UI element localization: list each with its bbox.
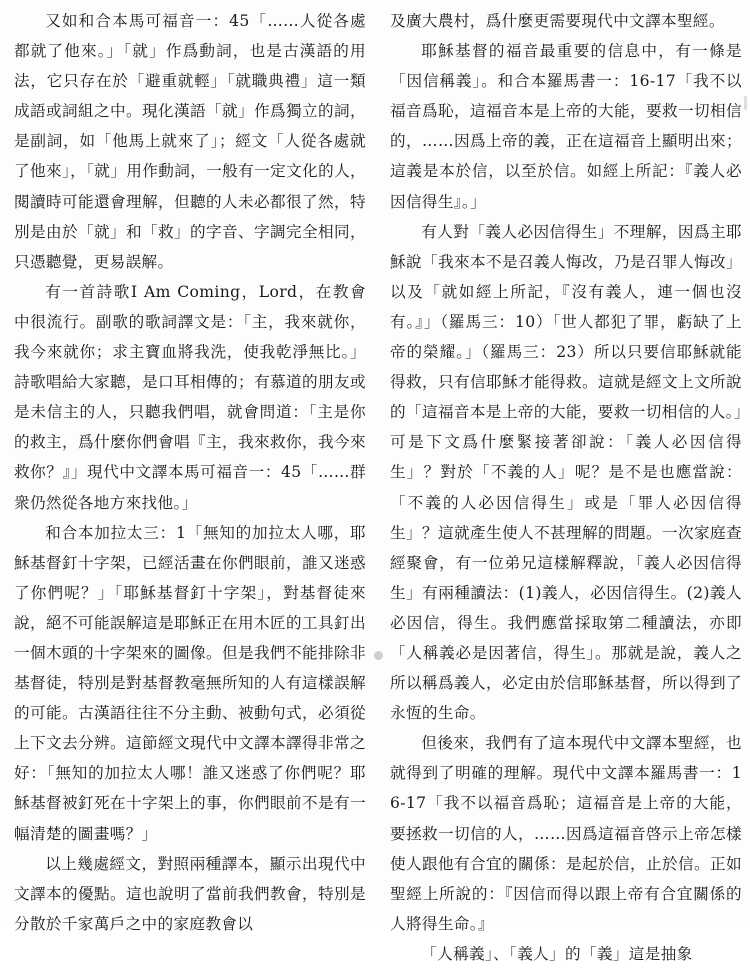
paragraph-galatians: 和合本加拉太三：1「無知的加拉太人哪，耶穌基督釘十字架，已經活畫在你們眼前，誰又迷惑了你們呢？」「耶穌基督釘十字架」，對基督徒來說，絕不可能誤解這是耶穌正在用木匠的工具釘出一個木頭的十字架來的圖像。但是我們不能排除非基督徒，特別是對基督教毫無所知的人有這樣誤解的可能。古漢語往往不分主動、被動句式，必須從上下文去分辨。這節經文現代中文譯本譯得非常之好：「無知的加拉太人哪！誰又迷惑了你們呢？耶穌基督被釘死在十字架上的事，你們眼前不是有一幅清楚的圖畫嗎？」 <box>14 523 366 843</box>
paragraph-clear-understanding: 但後來，我們有了這本現代中文譯本聖經，也就得到了明確的理解。現代中文譯本羅馬書一：16-17「我不以福音爲恥；這福音是上帝的大能，要拯救一切信的人，……因爲這福音啓示上帝怎樣使人跟他有合宜的關係：是起於信，止於信。正如聖經上所說的：『因信而得以跟上帝有合宜關係的人將得生命。』 <box>390 734 742 933</box>
left-column <box>14 6 366 933</box>
scan-edge-mark <box>744 96 747 110</box>
paragraph-jiu-verb: 又如和合本馬可福音一：45「……人從各處都就了他來。」「就」作爲動詞，也是古漢語的用法，它只存在於「避重就輕」「就職典禮」這一類成語或詞組之中。現化漢語「就」作爲獨立的詞，是副詞，如「他馬上就來了」；經文「人從各處就了他來」，「就」用作動詞，一般有一定文化的人，閱讀時可能還會理解，但聽的人未必都很了然，特別是由於「就」和「救」的字音、字調完全相同，只憑聽覺，更易誤解。 <box>14 12 366 271</box>
paragraph-misunderstanding: 有人對「義人必因信得生」不理解，因爲主耶穌說「我來本不是召義人悔改，乃是召罪人悔改」以及「就如經上所記，『沒有義人，連一個也沒有。』」（羅馬三：10）「世人都犯了罪，虧缺了上帝的榮耀。」（羅馬三：23）所以只要信耶穌就能得救，只有信耶穌才能得救。這就是經文上文所說的「這福音本是上帝的大能，要救一切相信的人。」可是下文爲什麼緊接著卻說：「義人必因信得生」？對於「不義的人」呢？是不是也應當說：「不義的人必因信得生」或是「罪人必因信得生」？這就產生使人不甚理解的問題。一次家庭查經聚會，有一位弟兄這樣解釋說，「義人必因信得生」有兩種讀法：(1)義人，必因信得生。(2)義人必因信，得生。我們應當採取第二種讀法，亦即「人稱義必是因著信，得生」。那就是說，義人之所以稱爲義人，必定由於信耶穌基督，所以得到了永恆的生命。 <box>390 222 742 723</box>
paragraph-continuation: 及廣大農村，爲什麼更需要現代中文譯本聖經。 <box>390 12 725 30</box>
right-column <box>390 6 742 963</box>
scan-speck <box>374 651 383 660</box>
paragraph-justification-by-faith: 耶穌基督的福音最重要的信息中，有一條是「因信稱義」。和合本羅馬書一：16-17「我不以福音爲恥，這福音本是上帝的大能，要救一切相信的，……因爲上帝的義，正在這福音上顯明出來；這義是本於信，以至於信。如經上所記：『義人必因信得生』。」 <box>390 42 742 211</box>
paragraph-translation-merits: 以上幾處經文，對照兩種譯本，顯示出現代中文譯本的優點。這也說明了當前我們教會，特別是分散於千家萬戶之中的家庭教會以 <box>14 854 366 933</box>
paragraph-hymn-lyrics: 有一首詩歌I Am Coming，Lord，在教會中很流行。副歌的歌詞譯文是：「主，我來就你，我今來就你；求主寶血將我洗，使我乾淨無比。」詩歌唱給大家聽，是口耳相傳的；有慕道的朋友或是未信主的人，只聽我們唱，就會問道：「主是你的救主，爲什麼你們會唱『主，我來救你，我今來救你？』」現代中文譯本馬可福音一：45「……群衆仍然從各地方來找他。」 <box>14 282 366 512</box>
paragraph-abstract-righteousness: 「人稱義」、「義人」的「義」這是抽象 <box>421 944 693 963</box>
